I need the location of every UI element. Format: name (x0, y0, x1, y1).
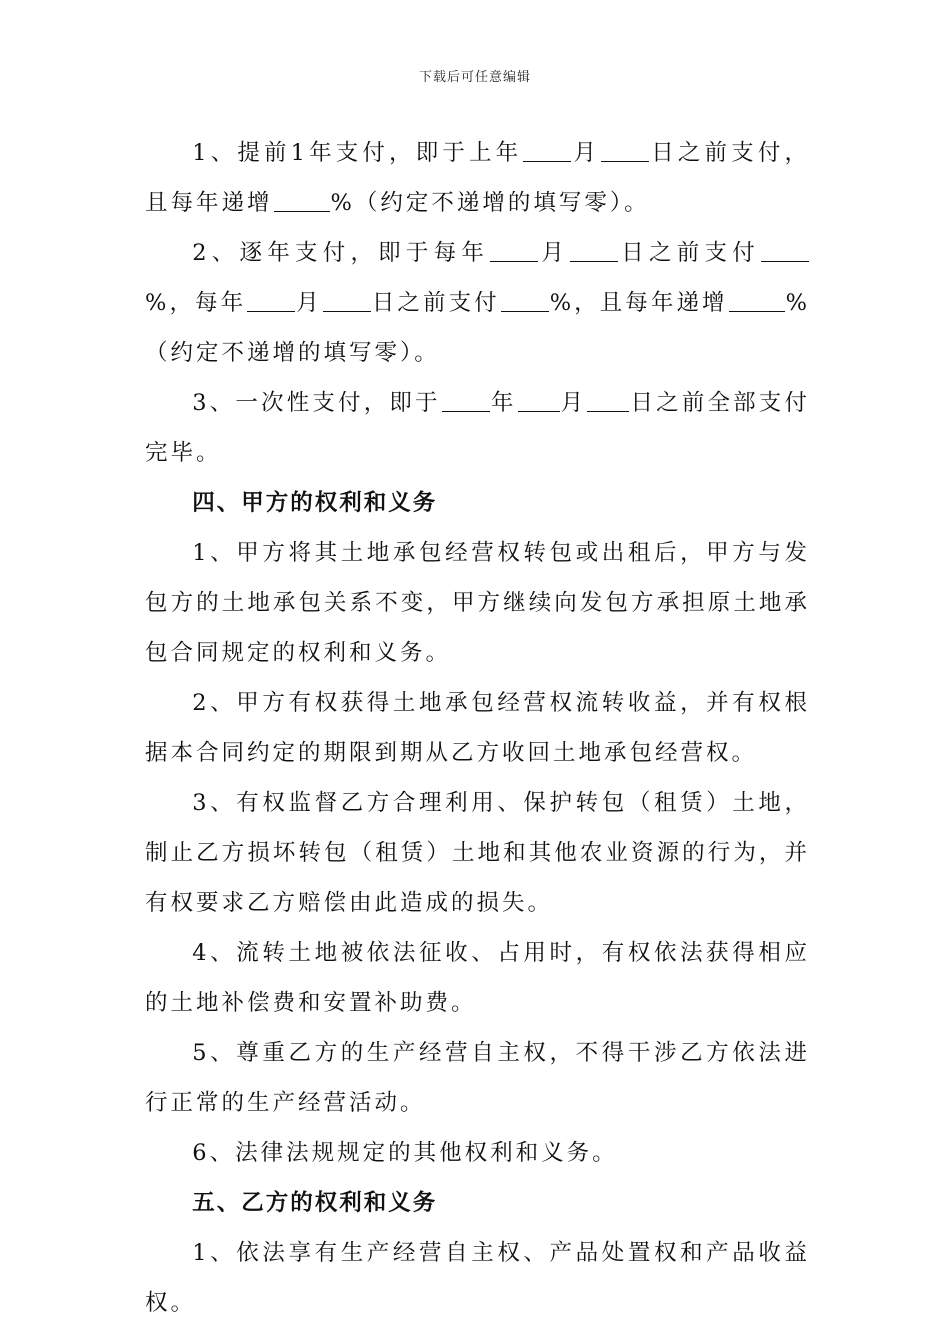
blank-field[interactable] (729, 291, 785, 312)
section-4-item: 5、尊重乙方的生产经营自主权，不得干涉乙方依法进行正常的生产经营活动。 (145, 1040, 810, 1116)
section-5-item: 1、依法享有生产经营自主权、产品处置权和产品收益权。 (145, 1240, 810, 1316)
blank-field[interactable] (587, 391, 629, 412)
blank-field[interactable] (601, 141, 649, 162)
blank-field[interactable] (761, 241, 809, 262)
blank-field[interactable] (501, 291, 549, 312)
section-4-item: 6、法律法规规定的其他权利和义务。 (192, 1140, 618, 1166)
section-4-item: 4、流转土地被依法征收、占用时，有权依法获得相应的土地补偿费和安置补助费。 (145, 940, 810, 1016)
blank-field[interactable] (523, 141, 571, 162)
blank-field[interactable] (274, 191, 330, 212)
blank-field[interactable] (518, 391, 560, 412)
blank-field[interactable] (323, 291, 371, 312)
blank-field[interactable] (570, 241, 618, 262)
section-4-heading: 四、甲方的权利和义务 (192, 490, 438, 516)
section-4-item: 2、甲方有权获得土地承包经营权流转收益，并有权根据本合同约定的期限到期从乙方收回土地承包经营权。 (145, 690, 810, 766)
blank-field[interactable] (490, 241, 538, 262)
page-header: 下载后可任意编辑 (418, 70, 531, 85)
payment-item-2: 2、逐年支付，即于每年 月 日之前支付%，每年 月 日之前支付 %，且每年递增 %（约定不递增的填写零）。 (145, 240, 810, 366)
payment-item-1: 1、提前1年支付，即于上年 月 日之前支付，且每年递增 %（约定不递增的填写零）。 (145, 140, 810, 216)
payment-item-3: 3、一次性支付，即于 年 月 日之前全部支付完毕。 (145, 390, 810, 466)
section-5-heading: 五、乙方的权利和义务 (192, 1190, 438, 1216)
blank-field[interactable] (442, 391, 490, 412)
section-4-item: 3、有权监督乙方合理利用、保护转包（租赁）土地，制止乙方损坏转包（租赁）土地和其他农业资源的行为，并有权要求乙方赔偿由此造成的损失。 (145, 790, 810, 916)
blank-field[interactable] (247, 291, 295, 312)
section-4-item: 1、甲方将其土地承包经营权转包或出租后，甲方与发包方的土地承包关系不变，甲方继续向发包方承担原土地承包合同规定的权利和义务。 (145, 540, 810, 666)
document-body (145, 128, 810, 1328)
